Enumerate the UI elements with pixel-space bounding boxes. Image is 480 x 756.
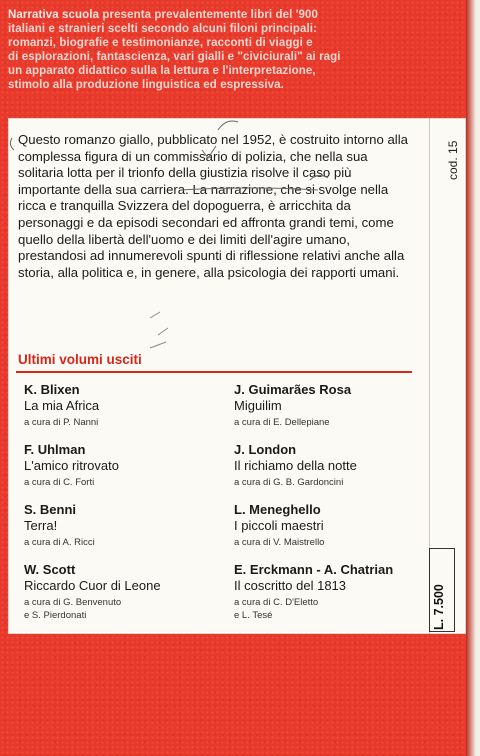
books-column-left xyxy=(24,382,224,635)
book-author: J. London xyxy=(234,442,297,457)
book-title: Il coscritto del 1813 xyxy=(234,578,347,593)
book-author: F. Uhlman xyxy=(24,442,86,457)
book-editor: a cura di C. Forti xyxy=(24,477,95,488)
book-entry xyxy=(24,442,224,489)
book-title: Riccardo Cuor di Leone xyxy=(24,578,161,593)
book-author: L. Meneghello xyxy=(234,502,321,517)
book-editor: a cura di V. Maistrello xyxy=(234,537,325,548)
book-title: Il richiamo della notte xyxy=(234,458,357,473)
book-editor: a cura di G. Benvenuto xyxy=(24,597,122,608)
books-column-right xyxy=(234,382,434,635)
book-author: K. Blixen xyxy=(24,382,80,397)
book-blurb: Questo romanzo giallo, pubblicato nel 1952, è costruito intorno alla complessa figura di un commissario di polizia, che nella sua solitaria lotta per il trionfo della giustizia risolve il caso più importante della sua carriera. La narrazione, che si svolge nella ricca e tranquilla Svizzera del dopoguerra, è arricchita da personaggi e da episodi secondari ed affronta grandi temi, come quello della libertà dell'uomo e dei limiti dell'agire umano, prestandosi ad innumerevoli spunti di riflessione relativi anche alla storia, alla politica e, in genere, alla psicologia dei rapporti umani. xyxy=(18,132,409,280)
book-entry xyxy=(24,502,224,549)
book-title: Terra! xyxy=(24,518,58,533)
book-entry xyxy=(234,442,434,489)
book-author: S. Benni xyxy=(24,502,77,517)
book-entry xyxy=(24,562,224,622)
book-editor: a cura di E. Dellepiane xyxy=(234,417,330,428)
book-entry xyxy=(234,382,434,429)
book-editor: a cura di A. Ricci xyxy=(24,537,95,548)
book-title: La mia Africa xyxy=(24,398,100,413)
book-editor: a cura di C. D'Eletto xyxy=(234,597,319,608)
series-name: Narrativa scuola xyxy=(8,9,100,21)
book-code: cod. 15 xyxy=(446,140,460,180)
book-editor: a cura di P. Nanni xyxy=(24,417,99,428)
book-entry xyxy=(234,502,434,549)
section-heading: Ultimi volumi usciti xyxy=(18,352,142,367)
book-author: J. Guimarães Rosa xyxy=(234,382,352,397)
book-editor-2: e S. Pierdonati xyxy=(24,610,87,621)
book-author: E. Erckmann - A. Chatrian xyxy=(234,562,394,577)
book-title: I piccoli maestri xyxy=(234,518,324,533)
book-entry xyxy=(24,382,224,429)
heading-underline xyxy=(16,371,412,373)
price-label: L. 7.500 xyxy=(432,584,446,630)
book-editor-2: e L. Tesé xyxy=(234,610,273,621)
book-title: L'amico ritrovato xyxy=(24,458,119,473)
book-entry xyxy=(234,562,434,622)
page-edge xyxy=(466,0,480,756)
book-editor: a cura di G. B. Gardoncini xyxy=(234,477,344,488)
series-description: Narrativa scuola presenta prevalentemente libri del '900 italiani e stranieri scelti secondo alcuni filoni principali: romanzi, biografie e testimonianze, racconti di viaggi e di esplorazioni, fantascienza, vari gialli e "civiciurali" ai ragi un apparato didattico sulla la lettura e l'interpretazione, stimolo alla produzione linguistica ed espressiva. xyxy=(8,9,341,91)
book-author: W. Scott xyxy=(24,562,76,577)
book-title: Miguilim xyxy=(234,398,282,413)
